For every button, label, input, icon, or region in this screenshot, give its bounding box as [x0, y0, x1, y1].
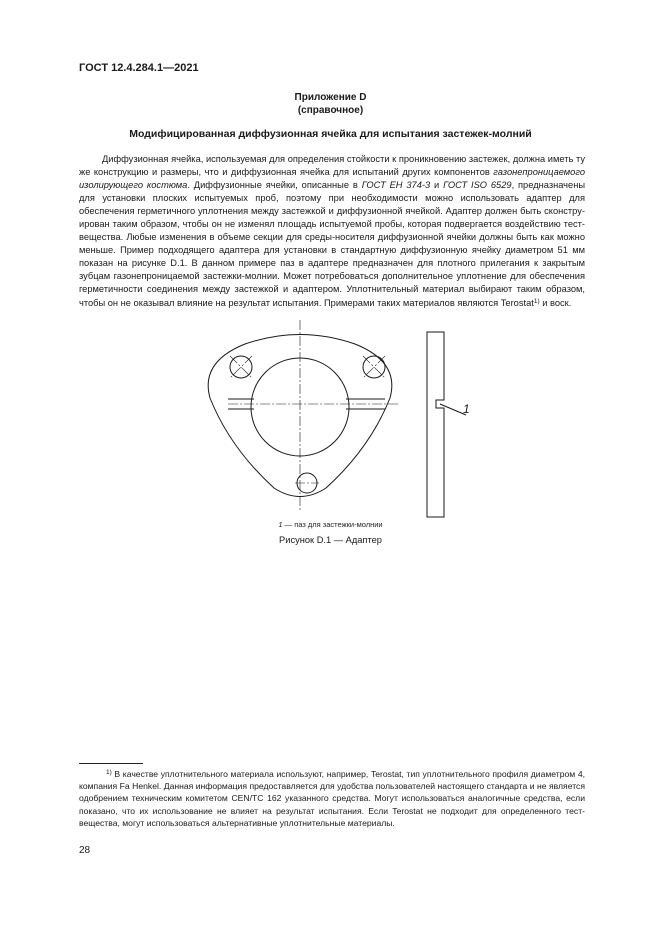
body-text-h: и воск.: [539, 297, 572, 308]
footnote-marker: 1): [106, 769, 112, 776]
callout-number: 1: [463, 402, 470, 416]
document-code: ГОСТ 12.4.284.1—2021: [79, 62, 199, 74]
body-text-g: , предназначены для установки плоских испытуемых проб, поэтому при необходимости можно использовать адаптер для обеспечения герметичного уплотнения между застежкой и диффузионной ячейкой. Адаптер должен быть сконструирован таким образом, чтобы он не изменял площадь испытуемой пробы, которая подвергается воздействию тест-вещества. Любые изменения в объеме секции для среды-носителя диффузионной ячейки должны быть как можно меньше. Пример подходящего адаптера для установки в стандартную диффузионную ячейку диаметром 51 мм показан на рисунке D.1. В данном примере паз в адаптере предназначен для плотного прилегания к закрытым зубцам газонепроницаемой застежки-молнии. Может потребоваться дополнительное уплотнение для обеспечения герметичности соединения между застежкой и адаптером. Уплотнительный материал выбирают таким образом, чтобы он не оказывал влияние на результат испытания. Примерами таких материалов являются Terostat: [79, 180, 586, 308]
footnote-divider: [79, 763, 143, 764]
adapter-drawing: [0, 320, 661, 520]
footnote-text: В качестве уплотнительного материала используют, например, Terostat, тип уплотнительного профиля диаметром 4, компания Fa Henkel. Данная информация предоставляется для удобства пользователей настоящего стандарта и не является одобрением техническим комитетом CEN/TC 162 указанного средства. Могут использоваться аналогичные средства, если показано, что их использование не влияет на результат испытания. Если Terostat не подходит для определенного тест-вещества, могут использоваться альтернативные уплотнительные материалы.: [79, 769, 585, 828]
legend-number: 1: [278, 520, 283, 529]
footnote: [79, 768, 585, 829]
body-paragraph: [79, 153, 585, 310]
appendix-type: (справочное): [297, 105, 364, 116]
legend-text: — паз для застежки-молнии: [282, 520, 383, 529]
figure-legend: [0, 520, 661, 529]
body-text-e: и: [430, 180, 444, 191]
body-text-italic-suit: газонепроницаемого изолирующего костюма: [79, 167, 585, 191]
body-text-a: Диффузионная ячейка, используемая для определения стойкости к проникновению застежек, должна иметь ту же конструкцию и размеры, что и диффузионная ячейка для испытаний других компонентов: [79, 154, 585, 178]
body-ref-gost-en: ГОСТ EH 374-3: [361, 180, 431, 191]
figure-caption: Рисунок D.1 — Адаптер: [279, 535, 382, 545]
adapter-side-view: [427, 332, 444, 517]
body-text-c: . Диффузионные ячейки, описанные в: [187, 180, 362, 191]
appendix-label: Приложение D: [294, 92, 367, 103]
body-ref-gost-iso: ГОСТ ISO 6529: [443, 180, 512, 191]
page-number: 28: [79, 845, 91, 856]
section-title: Модифицированная диффузионная ячейка для испытания застежек-молний: [129, 128, 532, 140]
footnote-reference: 1): [533, 297, 540, 305]
